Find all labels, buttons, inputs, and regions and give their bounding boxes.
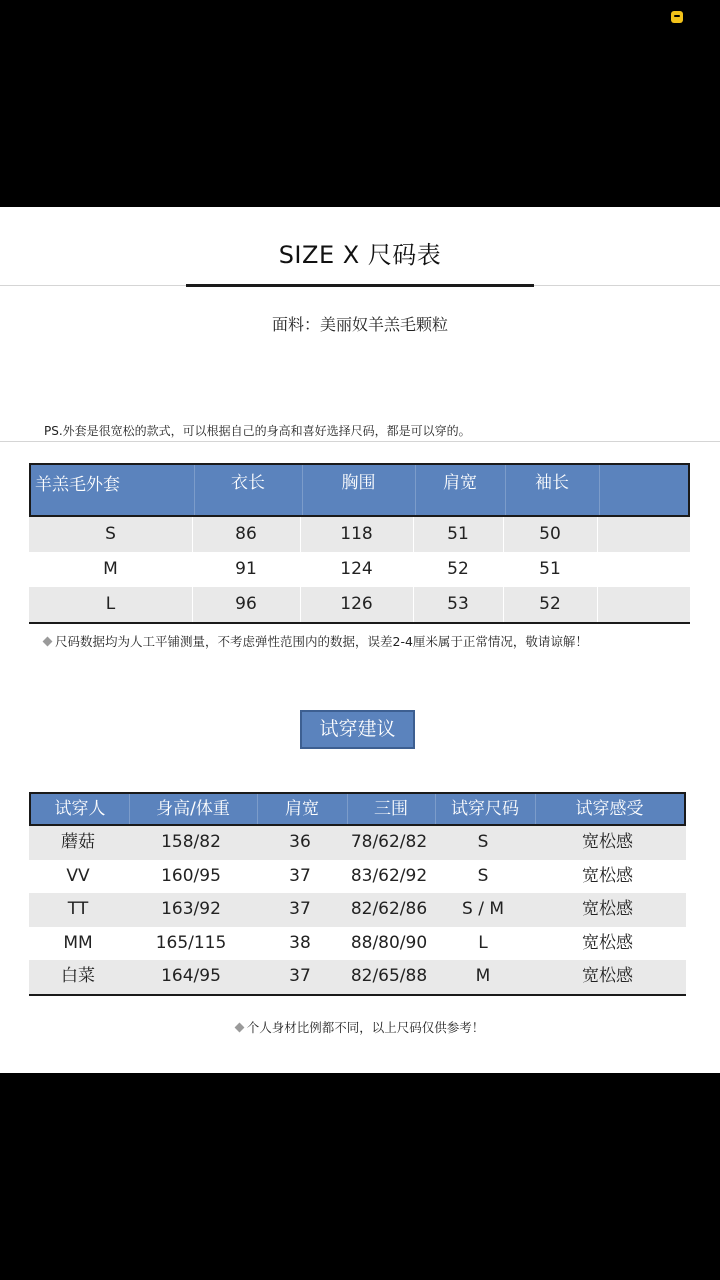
table-cell: L xyxy=(478,932,488,953)
diamond-bullet-icon xyxy=(43,637,53,647)
header-cell: 衣长 xyxy=(231,473,265,493)
header-cell: 肩宽 xyxy=(285,799,319,819)
size-table xyxy=(29,463,690,624)
app-badge-icon[interactable] xyxy=(671,11,683,23)
column-divider xyxy=(192,552,193,587)
divider xyxy=(0,441,720,442)
try-on-table-header xyxy=(29,792,686,826)
table-row xyxy=(29,960,686,994)
table-cell: VV xyxy=(66,865,90,886)
column-divider xyxy=(597,587,598,622)
table-cell: 37 xyxy=(289,865,311,886)
header-cell: 试穿感受 xyxy=(575,799,644,819)
column-divider xyxy=(300,517,301,552)
table-cell: M xyxy=(475,966,491,987)
table-cell: 160/95 xyxy=(161,865,221,886)
table-cell: 52 xyxy=(447,559,469,579)
fabric-text: 面料：美丽奴羊羔毛颗粒 xyxy=(271,315,448,334)
table-cell: 165/115 xyxy=(155,932,227,953)
page-title: SIZE X 尺码表 xyxy=(278,241,442,269)
table-cell: TT xyxy=(67,899,89,920)
table-cell: 宽松感 xyxy=(582,865,633,886)
size-table-header xyxy=(29,463,690,517)
table-cell: 91 xyxy=(235,559,257,579)
table-cell: 51 xyxy=(447,524,469,544)
column-divider xyxy=(599,465,600,515)
table-row xyxy=(29,927,686,961)
table-cell: 88/80/90 xyxy=(350,932,428,953)
column-divider xyxy=(300,587,301,622)
table-cell: 124 xyxy=(340,559,373,579)
column-divider xyxy=(300,552,301,587)
table-bottom-border xyxy=(29,994,686,996)
table-cell: 53 xyxy=(447,594,469,614)
header-cell: 肩宽 xyxy=(443,473,477,493)
reference-note xyxy=(0,1018,720,1036)
table-cell: 蘑菇 xyxy=(61,832,95,852)
reference-note-text: 个人身材比例都不同，以上尺码仅供参考！ xyxy=(246,1020,485,1035)
table-cell: M xyxy=(103,559,118,579)
table-cell: 86 xyxy=(235,524,257,544)
table-cell: S xyxy=(105,524,116,544)
table-cell: 宽松感 xyxy=(582,966,633,987)
table-cell: 36 xyxy=(289,832,311,852)
table-cell: S xyxy=(477,832,489,852)
measurement-note-text: 尺码数据均为人工平铺测量，不考虑弹性范围内的数据，误差2-4厘米属于正常情况，敬请谅解！ xyxy=(55,634,588,649)
column-divider xyxy=(503,517,504,552)
table-cell: 37 xyxy=(289,966,311,987)
table-row xyxy=(29,552,690,587)
table-cell: 38 xyxy=(289,932,311,953)
table-row xyxy=(29,826,686,860)
column-divider xyxy=(597,517,598,552)
column-divider xyxy=(413,587,414,622)
bottom-black-bar xyxy=(0,1073,720,1280)
table-cell: 白菜 xyxy=(61,966,95,987)
table-cell: L xyxy=(105,594,116,614)
table-cell: 118 xyxy=(340,524,373,544)
title-underline xyxy=(186,284,534,287)
table-cell: 126 xyxy=(340,594,373,614)
table-cell: 37 xyxy=(289,899,311,920)
table-cell: 158/82 xyxy=(161,832,221,852)
try-on-title: 试穿建议 xyxy=(300,710,415,749)
header-cell: 胸围 xyxy=(341,473,376,493)
table-row xyxy=(29,860,686,894)
table-cell: 宽松感 xyxy=(582,899,633,920)
column-divider xyxy=(413,552,414,587)
header-cell: 身高/体重 xyxy=(156,799,230,819)
table-cell: S xyxy=(477,865,489,886)
table-row xyxy=(29,587,690,622)
table-cell: 50 xyxy=(539,524,561,544)
table-cell: 83/62/92 xyxy=(350,865,428,886)
column-divider xyxy=(503,552,504,587)
table-cell: 96 xyxy=(235,594,257,614)
table-row xyxy=(29,893,686,927)
table-cell: MM xyxy=(63,932,93,953)
table-bottom-border xyxy=(29,622,690,624)
table-cell: 51 xyxy=(539,559,561,579)
column-divider xyxy=(192,517,193,552)
ps-note: PS.外套是很宽松的款式，可以根据自己的身高和喜好选择尺码，都是可以穿的。 xyxy=(44,424,471,438)
table-cell: 52 xyxy=(539,594,561,614)
diamond-bullet-icon xyxy=(234,1023,244,1033)
top-black-bar xyxy=(0,0,720,207)
measurement-note xyxy=(44,632,588,650)
header-cell: 三围 xyxy=(374,799,408,819)
header-cell: 袖长 xyxy=(535,473,569,493)
column-divider xyxy=(413,517,414,552)
table-cell: 163/92 xyxy=(161,899,221,920)
table-cell: 164/95 xyxy=(161,966,221,987)
size-chart-image xyxy=(0,207,720,1073)
table-cell: S / M xyxy=(462,899,504,920)
try-on-table xyxy=(29,792,686,996)
header-cell: 试穿尺码 xyxy=(451,799,519,819)
table-cell: 78/62/82 xyxy=(350,832,428,852)
table-cell: 82/65/88 xyxy=(350,966,428,987)
table-cell: 82/62/86 xyxy=(350,899,428,920)
table-cell: 宽松感 xyxy=(582,932,633,953)
header-cell: 试穿人 xyxy=(54,799,106,819)
header-cell: 羊羔毛外套 xyxy=(35,475,120,495)
column-divider xyxy=(503,587,504,622)
table-cell: 宽松感 xyxy=(582,832,633,852)
column-divider xyxy=(192,587,193,622)
table-row xyxy=(29,517,690,552)
column-divider xyxy=(597,552,598,587)
